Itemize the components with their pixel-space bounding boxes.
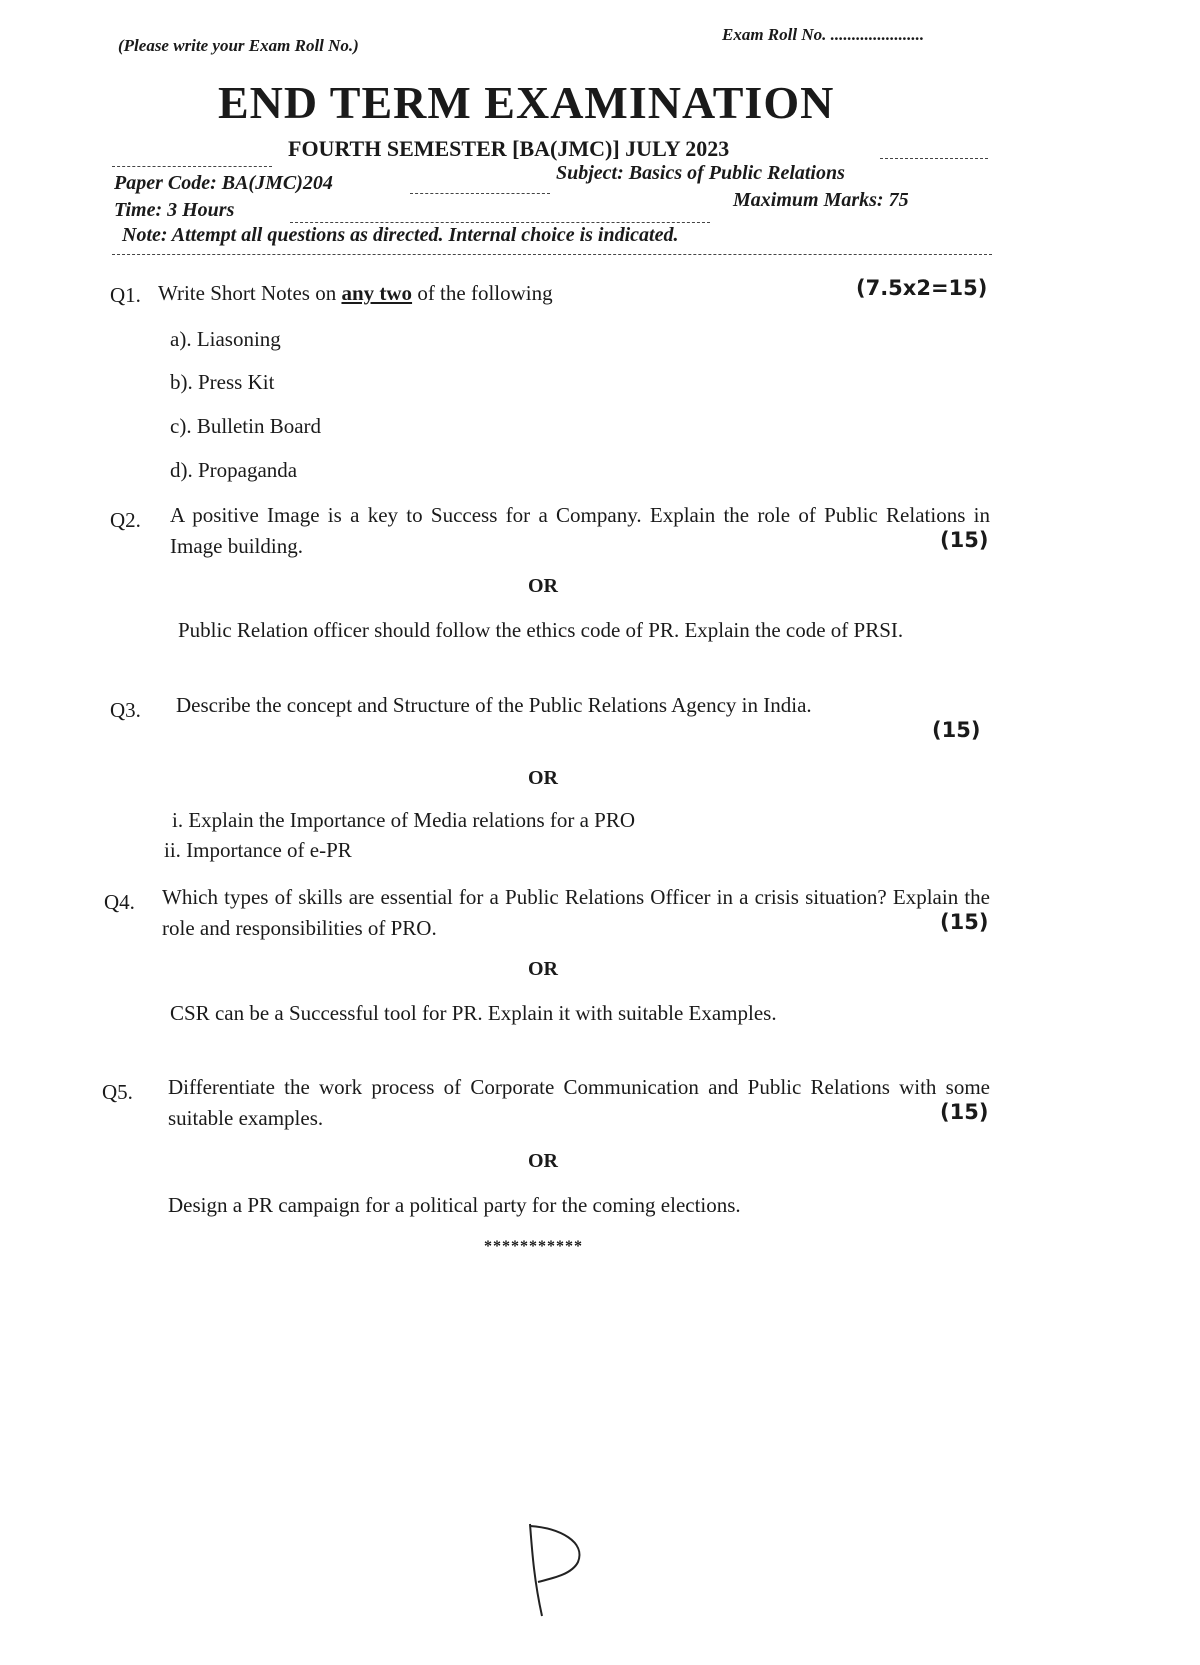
maximum-marks: Maximum Marks: 75: [733, 189, 909, 211]
question-marks: (15): [940, 528, 989, 552]
alternative-sub-question: ii. Importance of e-PR: [164, 838, 352, 862]
or-separator: OR: [528, 767, 558, 789]
time-allowed: Time: 3 Hours: [114, 199, 235, 221]
question-number: Q2.: [110, 508, 141, 532]
alternative-sub-question: i. Explain the Importance of Media relations for a PRO: [172, 808, 636, 832]
question-text: Differentiate the work process of Corporate Communication and Public Relations with some suitable examples.: [168, 1075, 990, 1130]
exam-title: END TERM EXAMINATION: [218, 77, 835, 128]
roll-number-instruction: (Please write your Exam Roll No.): [118, 36, 359, 55]
question-number: Q4.: [104, 890, 135, 914]
or-separator: OR: [528, 575, 558, 597]
question-number: Q5.: [102, 1080, 133, 1104]
question-number: Q1.: [110, 283, 141, 307]
question-text: Describe the concept and Structure of the Public Relations Agency in India.: [176, 693, 812, 717]
question-marks: (15): [932, 718, 981, 742]
question-marks: (15): [940, 910, 989, 934]
or-separator: OR: [528, 1150, 558, 1172]
subject-line: Subject: Basics of Public Relations: [556, 162, 845, 184]
exam-note: Note: Attempt all questions as directed. Internal choice is indicated.: [122, 224, 679, 246]
header-divider: [112, 254, 992, 255]
question-text: A positive Image is a key to Success for a Company. Explain the role of Public Relations in Image building.: [170, 503, 990, 558]
handwritten-mark-icon: [520, 1520, 590, 1620]
q1-option: d). Propaganda: [170, 458, 298, 482]
semester-line: FOURTH SEMESTER [BA(JMC)] JULY 2023: [288, 136, 730, 161]
question-number: Q3.: [110, 698, 141, 722]
header-divider: [112, 166, 272, 167]
q1-option: c). Bulletin Board: [170, 414, 322, 438]
or-separator: OR: [528, 958, 558, 980]
paper-code: Paper Code: BA(JMC)204: [114, 172, 333, 194]
question-marks: (15): [940, 1100, 989, 1124]
alternative-question-text: Design a PR campaign for a political party for the coming elections.: [168, 1193, 741, 1217]
question-text: Which types of skills are essential for a Public Relations Officer in a crisis situation? Explain the role and responsibilities of PRO.: [162, 885, 990, 940]
header-divider: [880, 158, 988, 159]
exam-roll-number-field: Exam Roll No. ......................: [722, 25, 925, 44]
question-text: Write Short Notes on any two of the following: [158, 281, 553, 305]
q1-option: a). Liasoning: [170, 327, 281, 351]
alternative-question-text: Public Relation officer should follow the ethics code of PR. Explain the code of PRSI.: [178, 618, 904, 642]
header-divider: [290, 222, 710, 223]
question-marks: (7.5x2=15): [856, 276, 988, 300]
end-of-paper-marker: ***********: [484, 1238, 583, 1255]
header-divider: [410, 193, 550, 194]
q1-option: b). Press Kit: [170, 370, 275, 394]
alternative-question-text: CSR can be a Successful tool for PR. Explain it with suitable Examples.: [170, 1001, 777, 1025]
